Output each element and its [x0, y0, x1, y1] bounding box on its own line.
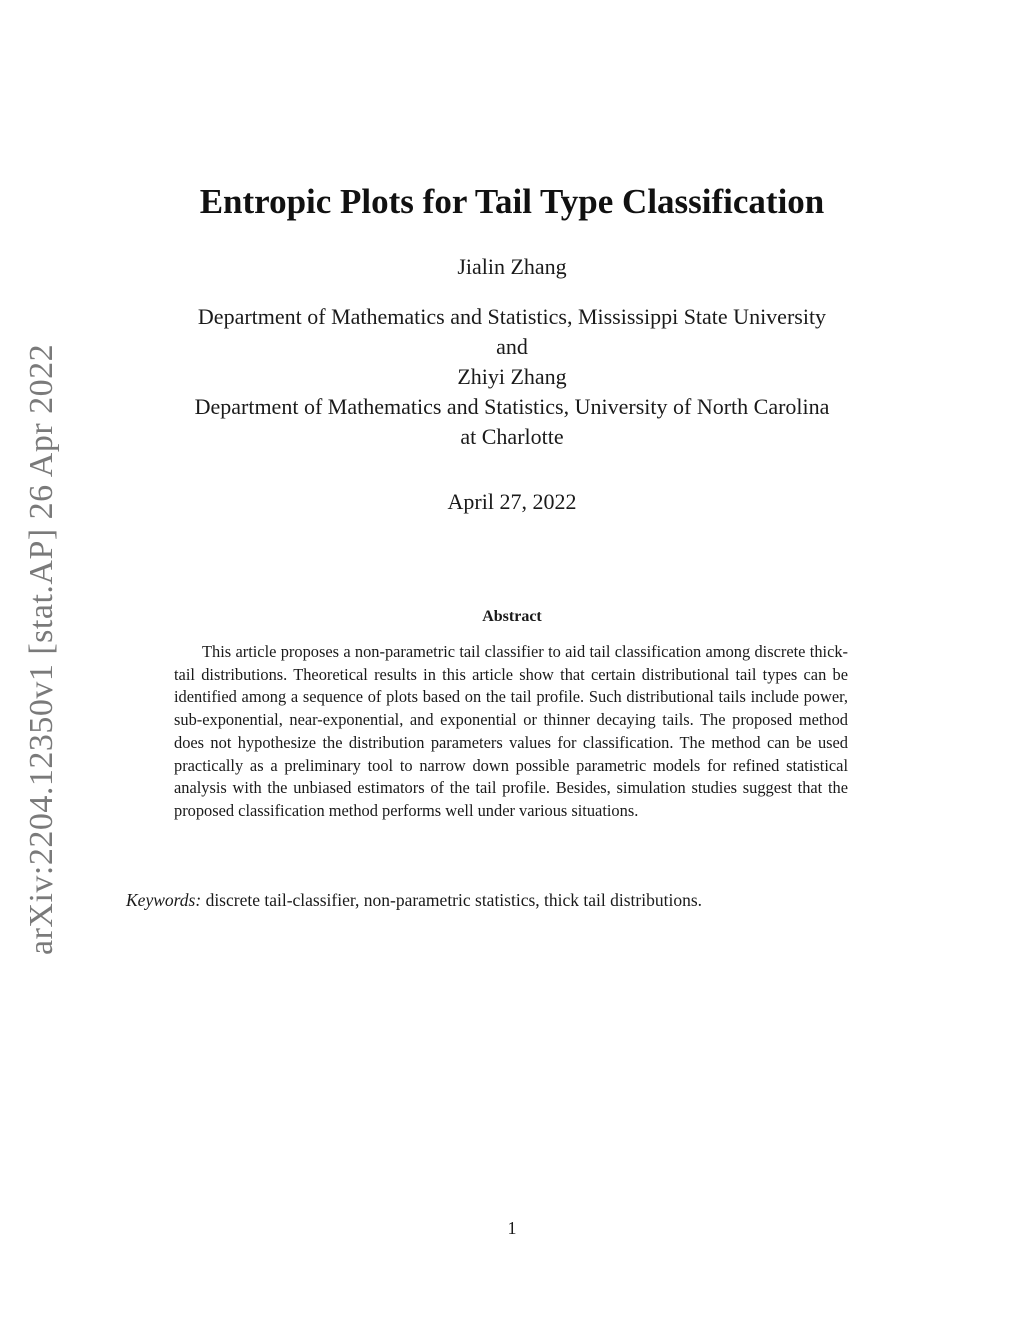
- paper-date: April 27, 2022: [447, 489, 577, 514]
- keywords-line: [126, 888, 906, 912]
- author-name-1: Jialin Zhang: [457, 254, 567, 279]
- author-name-2: Zhiyi Zhang: [457, 364, 567, 389]
- author-affiliation-2-line-2: at Charlotte: [460, 424, 564, 449]
- abstract-heading: Abstract: [482, 608, 542, 625]
- keywords-label: Keywords:: [126, 890, 202, 910]
- page-number: 1: [507, 1218, 517, 1238]
- arxiv-identifier-stamp: arXiv:2204.12350v1 [stat.AP] 26 Apr 2022: [23, 343, 60, 955]
- keywords-text: discrete tail-classifier, non-parametric statistics, thick tail distributions.: [201, 890, 703, 910]
- paper-title: Entropic Plots for Tail Type Classification: [199, 182, 825, 221]
- author-conjunction: and: [496, 334, 528, 359]
- author-affiliation-1: Department of Mathematics and Statistics, Mississippi State University: [197, 304, 827, 329]
- abstract-body: This article proposes a non-parametric tail classifier to aid tail classification among discrete thick-tail distributions. Theoretical results in this article show that certain distributional tail types can be identified among a sequence of plots based on the tail profile. Such distributional tails include power, sub-exponential, near-exponential, and exponential or thinner decaying tails. The proposed method does not hypothesize the distribution parameters values for classification. The method can be used practically as a preliminary tool to narrow down possible parametric models for refined statistical analysis with the unbiased estimators of the tail profile. Besides, simulation studies suggest that the proposed classification method performs well under various situations.: [174, 642, 848, 820]
- author-affiliation-2-line-1: Department of Mathematics and Statistics, University of North Carolina: [194, 394, 830, 419]
